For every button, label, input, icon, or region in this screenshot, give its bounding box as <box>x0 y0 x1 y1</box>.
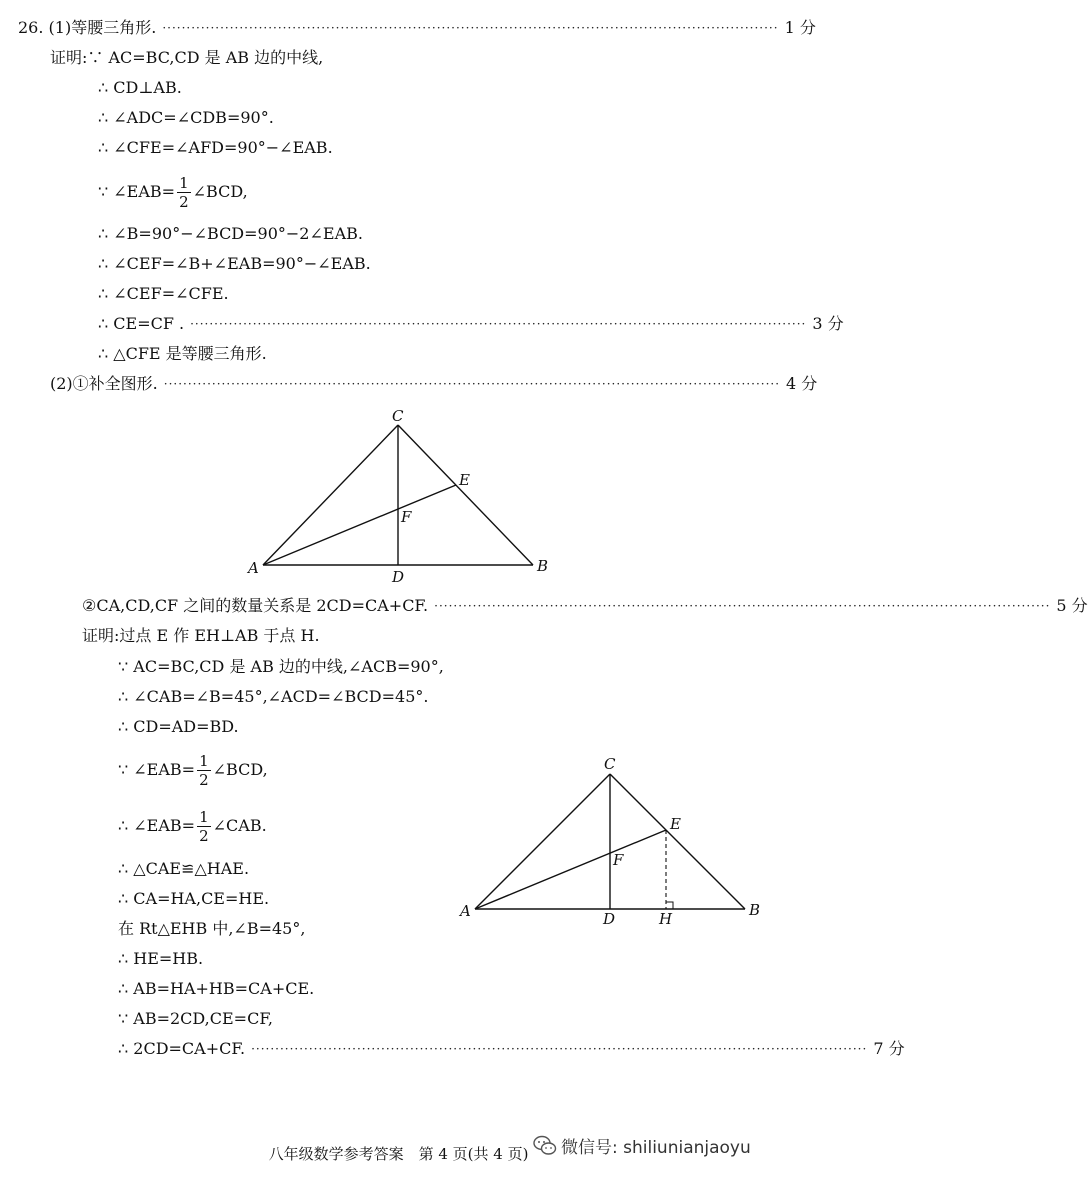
page-footer: 八年级数学参考答案 第 4 页(共 4 页) <box>268 1145 529 1163</box>
fraction-numerator: 1 <box>199 808 209 826</box>
q26-part1-header <box>18 16 816 40</box>
part1-line-7: ∴ ∠CEF=∠CFE. <box>98 284 229 303</box>
watermark-text: 微信号: shiliunianjaoyu <box>561 1138 751 1158</box>
segment-ae <box>475 830 666 909</box>
part1-line-4-pre: ∵ ∠EAB= <box>98 182 176 201</box>
part1-line-9: ∴ △CFE 是等腰三角形. <box>98 344 267 363</box>
part2-line-4-post: ∠BCD, <box>212 760 268 779</box>
part2-proof-label: 证明:过点 E 作 EH⊥AB 于点 H. <box>82 626 320 645</box>
fig2-label-e: E <box>670 815 681 833</box>
part2-header <box>50 372 818 396</box>
part2-line-5-pre: ∴ ∠EAB= <box>118 816 196 835</box>
fig1-label-d: D <box>392 568 405 586</box>
segment-ca <box>263 425 398 565</box>
figure-1-triangle <box>240 405 560 590</box>
part2-line-4-pre: ∵ ∠EAB= <box>118 760 196 779</box>
part1-line-4-post: ∠BCD, <box>192 182 248 201</box>
part2-relation <box>82 594 1088 618</box>
part1-line-8-text: ∴ CE=CF . <box>98 314 185 333</box>
part2-line-12-text: ∴ 2CD=CA+CF. <box>118 1039 246 1058</box>
fig1-label-f: F <box>401 508 412 526</box>
part2-line-3: ∴ CD=AD=BD. <box>118 717 239 736</box>
part1-line-1: ∴ CD⊥AB. <box>98 78 182 97</box>
part1-line-4 <box>98 172 248 212</box>
fig2-label-d: D <box>603 910 616 928</box>
question-number: 26. <box>18 18 44 37</box>
part1-line-8 <box>98 312 844 336</box>
leader-dots: ································································································································ <box>163 377 781 391</box>
part1-proof-label: 证明:∵ AC=BC,CD 是 AB 边的中线, <box>50 48 324 67</box>
part1-header-text: (1)等腰三角形. <box>48 18 157 37</box>
wechat-watermark <box>533 1133 751 1158</box>
fig2-label-a: A <box>460 902 471 920</box>
fraction-numerator: 1 <box>179 174 189 192</box>
part1-line-5: ∴ ∠B=90°−∠BCD=90°−2∠EAB. <box>98 224 363 243</box>
fraction-numerator: 1 <box>199 752 209 770</box>
fraction-denominator: 2 <box>199 771 209 789</box>
part2-line-6: ∴ △CAE≌△HAE. <box>118 859 250 878</box>
fraction-denominator: 2 <box>179 193 189 211</box>
part2-line-1: ∵ AC=BC,CD 是 AB 边的中线,∠ACB=90°, <box>118 657 444 676</box>
wechat-icon <box>533 1135 557 1157</box>
part1-line-3: ∴ ∠CFE=∠AFD=90°−∠EAB. <box>98 138 333 157</box>
fig2-label-h: H <box>659 910 673 928</box>
fig1-label-c: C <box>392 407 404 425</box>
part2-header-text: (2)①补全图形. <box>50 374 158 393</box>
part2-relation-text: ②CA,CD,CF 之间的数量关系是 2CD=CA+CF. <box>82 596 429 615</box>
leader-dots: ································································································································ <box>434 599 1051 613</box>
leader-dots: ································································································································ <box>162 21 779 35</box>
part1-line-6: ∴ ∠CEF=∠B+∠EAB=90°−∠EAB. <box>98 254 371 273</box>
score-4: 4 分 <box>786 374 818 393</box>
part2-line-8: 在 Rt△EHB 中,∠B=45°, <box>118 919 306 938</box>
part2-line-12 <box>118 1037 905 1061</box>
segment-cb <box>610 774 745 909</box>
fraction-denominator: 2 <box>199 827 209 845</box>
right-angle-mark <box>666 902 673 909</box>
fig1-label-b: B <box>537 557 549 575</box>
leader-dots: ································································································································ <box>190 317 807 331</box>
fraction-half <box>177 174 191 211</box>
fraction-half <box>197 808 211 845</box>
fig2-label-c: C <box>604 755 616 773</box>
segment-ae <box>263 485 456 565</box>
fig1-label-e: E <box>459 471 470 489</box>
figure-2-triangle <box>455 752 775 937</box>
score-5: 5 分 <box>1056 596 1088 615</box>
score-7: 7 分 <box>873 1039 905 1058</box>
part2-line-7: ∴ CA=HA,CE=HE. <box>118 889 270 908</box>
fig2-label-b: B <box>749 901 761 919</box>
part2-line-5-post: ∠CAB. <box>212 816 267 835</box>
score-3: 3 分 <box>812 314 844 333</box>
segment-ca <box>475 774 610 909</box>
part2-line-5 <box>118 806 267 846</box>
part1-line-2: ∴ ∠ADC=∠CDB=90°. <box>98 108 274 127</box>
part2-line-10: ∴ AB=HA+HB=CA+CE. <box>118 979 315 998</box>
part2-line-11: ∵ AB=2CD,CE=CF, <box>118 1009 274 1028</box>
fig1-label-a: A <box>248 559 259 577</box>
score-1: 1 分 <box>784 18 816 37</box>
part2-line-9: ∴ HE=HB. <box>118 949 204 968</box>
fraction-half <box>197 752 211 789</box>
part2-line-4 <box>118 750 268 790</box>
fig2-label-f: F <box>613 851 624 869</box>
segment-cb <box>398 425 533 565</box>
leader-dots: ································································································································ <box>251 1042 868 1056</box>
part2-line-2: ∴ ∠CAB=∠B=45°,∠ACD=∠BCD=45°. <box>118 687 429 706</box>
